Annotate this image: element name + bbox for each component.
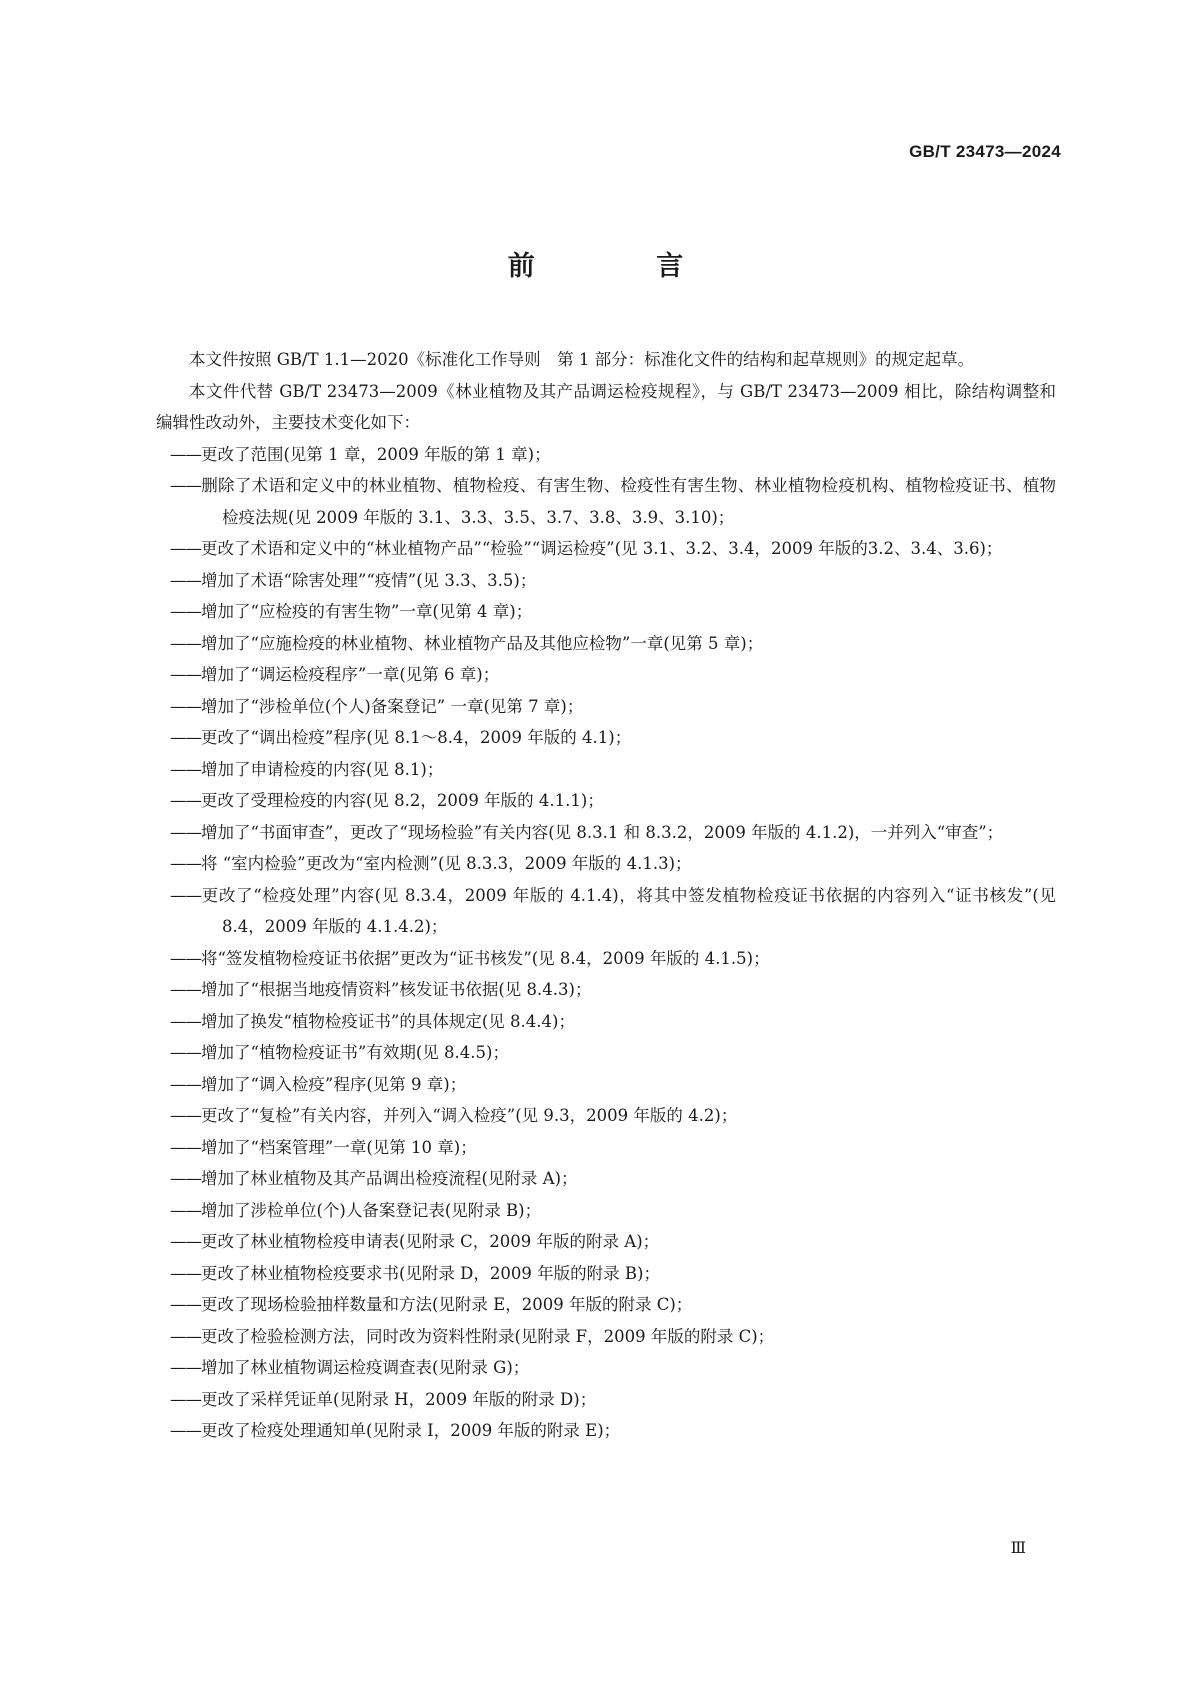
list-item bbox=[156, 1321, 1056, 1353]
list-item bbox=[156, 659, 1056, 691]
dash-marker: —— bbox=[170, 1106, 201, 1125]
list-item bbox=[156, 1037, 1056, 1069]
dash-marker: —— bbox=[170, 1011, 201, 1031]
dash-marker: —— bbox=[170, 822, 201, 842]
list-item-text: 增加了“档案管理”一章(见第 10 章)； bbox=[201, 1137, 477, 1157]
list-item-text: 更改了受理检疫的内容(见 8.2，2009 年版的 4.1.1)； bbox=[201, 791, 604, 810]
list-item bbox=[156, 1163, 1056, 1195]
dash-marker: —— bbox=[170, 1074, 201, 1094]
list-item-text: 更改了采样凭证单(见附录 H，2009 年版的附录 D)； bbox=[201, 1389, 597, 1409]
dash-marker: —— bbox=[170, 854, 201, 873]
list-item bbox=[156, 470, 1056, 533]
list-item-text: 增加了“调入检疫”程序(见第 9 章)； bbox=[201, 1074, 467, 1094]
dash-marker: —— bbox=[170, 539, 201, 558]
dash-marker: —— bbox=[170, 1232, 201, 1251]
list-item-text: 更改了林业植物检疫要求书(见附录 D，2009 年版的附录 B)； bbox=[201, 1263, 660, 1283]
list-item-text: 更改了现场检验抽样数量和方法(见附录 E，2009 年版的附录 C)； bbox=[201, 1295, 693, 1314]
list-item-text: 增加了“应施检疫的林业植物、林业植物产品及其他应检物”一章(见第 5 章)； bbox=[201, 633, 764, 653]
list-item bbox=[156, 1289, 1056, 1321]
list-item-text: 增加了“植物检疫证书”有效期(见 8.4.5)； bbox=[201, 1043, 509, 1062]
dash-marker: —— bbox=[170, 1263, 201, 1283]
list-item-text: 增加了林业植物调运检疫调查表(见附录 G)； bbox=[201, 1358, 530, 1377]
list-item bbox=[156, 1352, 1056, 1384]
list-item bbox=[156, 1258, 1056, 1290]
list-item-text: 更改了检疫处理通知单(见附录 I，2009 年版的附录 E)； bbox=[201, 1421, 621, 1440]
list-item-text: 更改了检验检测方法，同时改为资料性附录(见附录 F，2009 年版的附录 C)； bbox=[201, 1326, 775, 1346]
dash-marker: —— bbox=[170, 1043, 201, 1062]
list-item bbox=[156, 785, 1056, 817]
dash-marker: —— bbox=[170, 476, 201, 495]
document-code: GB/T 23473—2024 bbox=[909, 142, 1061, 161]
list-item bbox=[156, 943, 1056, 975]
list-item bbox=[156, 754, 1056, 786]
list-item-text: 将“签发植物检疫证书依据”更改为“证书核发”(见 8.4，2009 年版的 4.1.5)； bbox=[201, 948, 770, 968]
list-item-text: 增加了术语“除害处理”“疫情”(见 3.3、3.5)； bbox=[201, 570, 537, 590]
list-item bbox=[156, 533, 1056, 565]
list-item bbox=[156, 974, 1056, 1006]
list-item-text: 更改了“检疫处理”内容(见 8.3.4，2009 年版的 4.1.4)，将其中签发植物检疫证书依据的内容列入“证书核发”(见 8.4，2009 年版的 4.1.4.2)； bbox=[201, 885, 1056, 936]
dash-marker: —— bbox=[170, 1295, 201, 1314]
dash-marker: —— bbox=[170, 980, 201, 999]
list-item-text: 增加了换发“植物检疫证书”的具体规定(见 8.4.4)； bbox=[201, 1011, 575, 1031]
list-item bbox=[156, 1006, 1056, 1038]
replacement-paragraph: 本文件代替 GB/T 23473—2009《林业植物及其产品调运检疫规程》，与 GB/T 23473—2009 相比，除结构调整和编辑性改动外，主要技术变化如下： bbox=[156, 381, 1056, 432]
preface-body bbox=[156, 344, 1056, 1447]
page-number: Ⅲ bbox=[1010, 1538, 1026, 1557]
dash-marker: —— bbox=[170, 665, 201, 684]
dash-marker: —— bbox=[170, 696, 201, 716]
intro-paragraph: 本文件按照 GB/T 1.1—2020《标准化工作导则 第 1 部分：标准化文件的结构和起草规则》的规定起草。 bbox=[189, 350, 975, 369]
list-item-text: 增加了“书面审查”，更改了“现场检验”有关内容(见 8.3.1 和 8.3.2，2009 年版的 4.1.2)，一并列入“审查”； bbox=[201, 822, 1004, 842]
list-item bbox=[156, 1132, 1056, 1164]
list-item-text: 增加了林业植物及其产品调出检疫流程(见附录 A)； bbox=[201, 1169, 578, 1188]
list-item bbox=[156, 848, 1056, 880]
list-item bbox=[156, 596, 1056, 628]
list-item-text: 增加了“调运检疫程序”一章(见第 6 章)； bbox=[201, 665, 500, 684]
dash-marker: —— bbox=[170, 602, 201, 621]
dash-marker: —— bbox=[170, 1137, 201, 1157]
list-item-text: 增加了“涉检单位(个人)备案登记” 一章(见第 7 章)； bbox=[201, 696, 584, 716]
dash-marker: —— bbox=[170, 1326, 201, 1346]
dash-marker: —— bbox=[170, 633, 201, 653]
dash-marker: —— bbox=[170, 1200, 201, 1220]
list-item-text: 增加了申请检疫的内容(见 8.1)； bbox=[201, 759, 444, 779]
list-item-text: 增加了涉检单位(个)人备案登记表(见附录 B)； bbox=[201, 1200, 542, 1220]
list-item-text: 更改了术语和定义中的“林业植物产品”“检验”“调运检疫”(见 3.1、3.2、3.4，2009 年版的3.2、3.4、3.6)； bbox=[201, 539, 1003, 558]
list-item-text: 增加了“根据当地疫情资料”核发证书依据(见 8.4.3)； bbox=[201, 980, 592, 999]
list-item-text: 更改了范围(见第 1 章，2009 年版的第 1 章)； bbox=[201, 444, 551, 464]
dash-marker: —— bbox=[170, 1358, 201, 1377]
list-item bbox=[156, 1415, 1056, 1447]
list-item bbox=[156, 1384, 1056, 1416]
list-item-text: 更改了“调出检疫”程序(见 8.1～8.4，2009 年版的 4.1)； bbox=[201, 728, 632, 747]
dash-marker: —— bbox=[170, 885, 201, 905]
list-item bbox=[156, 691, 1056, 723]
technical-changes-list bbox=[156, 439, 1056, 1447]
list-item bbox=[156, 439, 1056, 471]
list-item-text: 更改了“复检”有关内容，并列入“调入检疫”(见 9.3，2009 年版的 4.2)； bbox=[201, 1106, 738, 1125]
dash-marker: —— bbox=[170, 570, 201, 590]
list-item-text: 增加了“应检疫的有害生物”一章(见第 4 章)； bbox=[201, 602, 533, 621]
list-item bbox=[156, 722, 1056, 754]
list-item bbox=[156, 817, 1056, 849]
list-item-text: 更改了林业植物检疫申请表(见附录 C，2009 年版的附录 A)； bbox=[201, 1232, 660, 1251]
dash-marker: —— bbox=[170, 728, 201, 747]
list-item bbox=[156, 565, 1056, 597]
dash-marker: —— bbox=[170, 1389, 201, 1409]
list-item-text: 删除了术语和定义中的林业植物、植物检疫、有害生物、检疫性有害生物、林业植物检疫机构、植物检疫证书、植物检疫法规(见 2009 年版的 3.1、3.3、3.5、3.7、3.8、3.9、3.10)； bbox=[201, 476, 1056, 527]
dash-marker: —— bbox=[170, 948, 201, 968]
list-item bbox=[156, 1069, 1056, 1101]
page-title: 前 言 bbox=[507, 251, 740, 282]
list-item bbox=[156, 1226, 1056, 1258]
dash-marker: —— bbox=[170, 1421, 201, 1440]
dash-marker: —— bbox=[170, 1169, 201, 1188]
list-item bbox=[156, 628, 1056, 660]
dash-marker: —— bbox=[170, 759, 201, 779]
list-item bbox=[156, 880, 1056, 943]
dash-marker: —— bbox=[170, 791, 201, 810]
dash-marker: —— bbox=[170, 444, 201, 464]
list-item bbox=[156, 1195, 1056, 1227]
list-item bbox=[156, 1100, 1056, 1132]
list-item-text: 将 “室内检验”更改为“室内检测”(见 8.3.3，2009 年版的 4.1.3)； bbox=[201, 854, 692, 873]
